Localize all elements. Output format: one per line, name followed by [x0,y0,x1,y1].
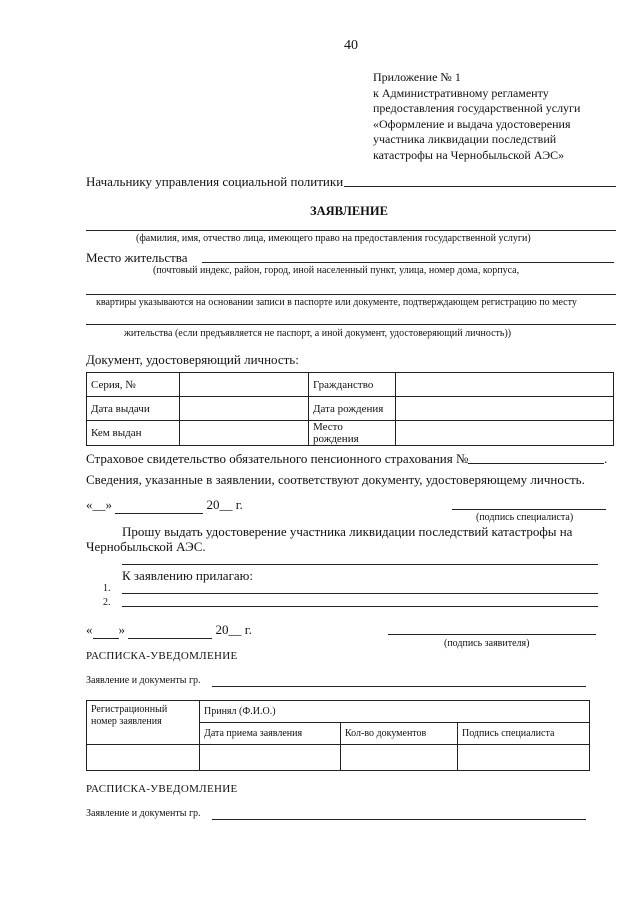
receipt-cell[interactable] [458,745,590,771]
specialist-sign-field[interactable] [452,509,606,510]
date-1 [86,497,243,514]
attach-item-field[interactable] [122,606,598,607]
date-day[interactable]: __ [92,497,106,512]
addressee-field[interactable] [344,186,616,187]
attach-item-number: 1. [103,583,111,594]
id-cell-value[interactable] [396,397,614,421]
receipt-col-header: Дата приема заявления [200,723,341,745]
residence-label: Место жительства [86,250,188,265]
table-row [87,421,614,446]
receipt-reg-number-header: Регистрационный номер заявления [87,701,200,745]
appendix-line: предоставления государственной услуги [373,101,581,115]
id-doc-label: Документ, удостоверяющий личность: [86,352,299,367]
id-table [86,372,614,446]
table-row [87,701,590,723]
fio-hint: (фамилия, имя, отчество лица, имеющего право на предоставления государственной услуги) [136,233,531,244]
appendix-line: к Административному регламенту [373,85,549,100]
appendix-line: катастрофы на Чернобыльской АЭС» [373,147,565,162]
date-year-suffix[interactable]: __ [228,622,242,637]
date-g: г. [244,622,252,637]
applicant-sign-hint: (подпись заявителя) [444,638,530,649]
attach-label: К заявлению прилагаю: [122,568,254,583]
addressee-label: Начальнику управления социальной политики [86,174,344,189]
id-cell-value[interactable] [180,421,309,446]
id-cell-value[interactable] [180,397,309,421]
residence-field-3[interactable] [86,324,616,325]
appendix-line: участника ликвидации последствий [373,132,557,146]
id-cell-label: Кем выдан [87,421,180,446]
date-year-prefix: 20 [206,497,220,512]
attach-item-number: 2. [103,597,111,608]
date-year-suffix[interactable]: __ [219,497,233,512]
page-number: 40 [344,38,358,53]
receipt-col-header: Кол-во документов [341,723,458,745]
attach-item-field[interactable] [122,593,598,594]
residence-hint-2: квартиры указываются на основании записи в паспорте или документе, подтверждающем регистрацию по месту [96,297,577,308]
receipt-cell[interactable] [200,745,341,771]
appendix-line: «Оформление и выдача удостоверения [373,116,571,131]
id-cell-label: Место рождения [309,421,396,446]
receipt-docs-field[interactable] [212,819,586,820]
id-cell-value[interactable] [180,373,309,397]
id-cell-label: Гражданство [309,373,396,397]
date-g: г. [235,497,243,512]
document-title: ЗАЯВЛЕНИЕ [310,204,388,218]
receipt-accepted-header: Принял (Ф.И.О.) [200,701,590,723]
date-month-field[interactable] [128,622,212,639]
appendix-block [373,70,580,163]
id-cell-label: Дата выдачи [87,397,180,421]
date-month-field[interactable] [115,497,203,514]
residence-field-1[interactable] [202,262,614,263]
id-cell-label: Серия, № [87,373,180,397]
receipt-cell[interactable] [87,745,200,771]
id-cell-label: Дата рождения [309,397,396,421]
applicant-sign-field[interactable] [388,634,596,635]
date-close-quote: » [118,622,125,637]
table-row [87,373,614,397]
request-line-1: Прошу выдать удостоверение участника ликвидации последствий катастрофы на [122,524,573,539]
snils-end: . [604,451,608,466]
table-row [87,397,614,421]
receipt-title: РАСПИСКА-УВЕДОМЛЕНИЕ [86,783,238,795]
snils-field[interactable] [468,463,604,464]
receipt-docs-label: Заявление и документы гр. [86,808,201,819]
residence-hint-1: (почтовый индекс, район, город, иной населенный пункт, улица, номер дома, корпуса, [153,265,520,276]
request-line-2: Чернобыльской АЭС. [86,539,206,554]
residence-hint-3: жительства (если предъявляется не паспорт, а иной документ, удостоверяющий личность)) [124,328,512,339]
receipt-col-header: Подпись специалиста [458,723,590,745]
snils-label: Страховое свидетельство обязательного пенсионного страхования № [86,451,469,466]
request-field[interactable] [122,564,598,565]
residence-field-2[interactable] [86,294,616,295]
table-row [87,745,590,771]
id-cell-value[interactable] [396,421,614,446]
receipt-table [86,700,590,771]
date-open-quote: « [86,622,93,637]
appendix-line: Приложение № 1 [373,70,461,84]
date-year-prefix: 20 [215,622,229,637]
fio-field[interactable] [86,230,616,231]
date-2 [86,622,252,639]
date-day-field[interactable] [93,622,119,639]
id-cell-value[interactable] [396,373,614,397]
receipt-docs-field[interactable] [212,686,586,687]
receipt-cell[interactable] [341,745,458,771]
confirm-text: Сведения, указанные в заявлении, соответствуют документу, удостоверяющему личность. [86,472,585,487]
specialist-sign-hint: (подпись специалиста) [476,512,574,523]
receipt-docs-label: Заявление и документы гр. [86,675,201,686]
date-open-quote: « [86,497,93,512]
date-close-quote: » [105,497,112,512]
receipt-title: РАСПИСКА-УВЕДОМЛЕНИЕ [86,650,238,662]
